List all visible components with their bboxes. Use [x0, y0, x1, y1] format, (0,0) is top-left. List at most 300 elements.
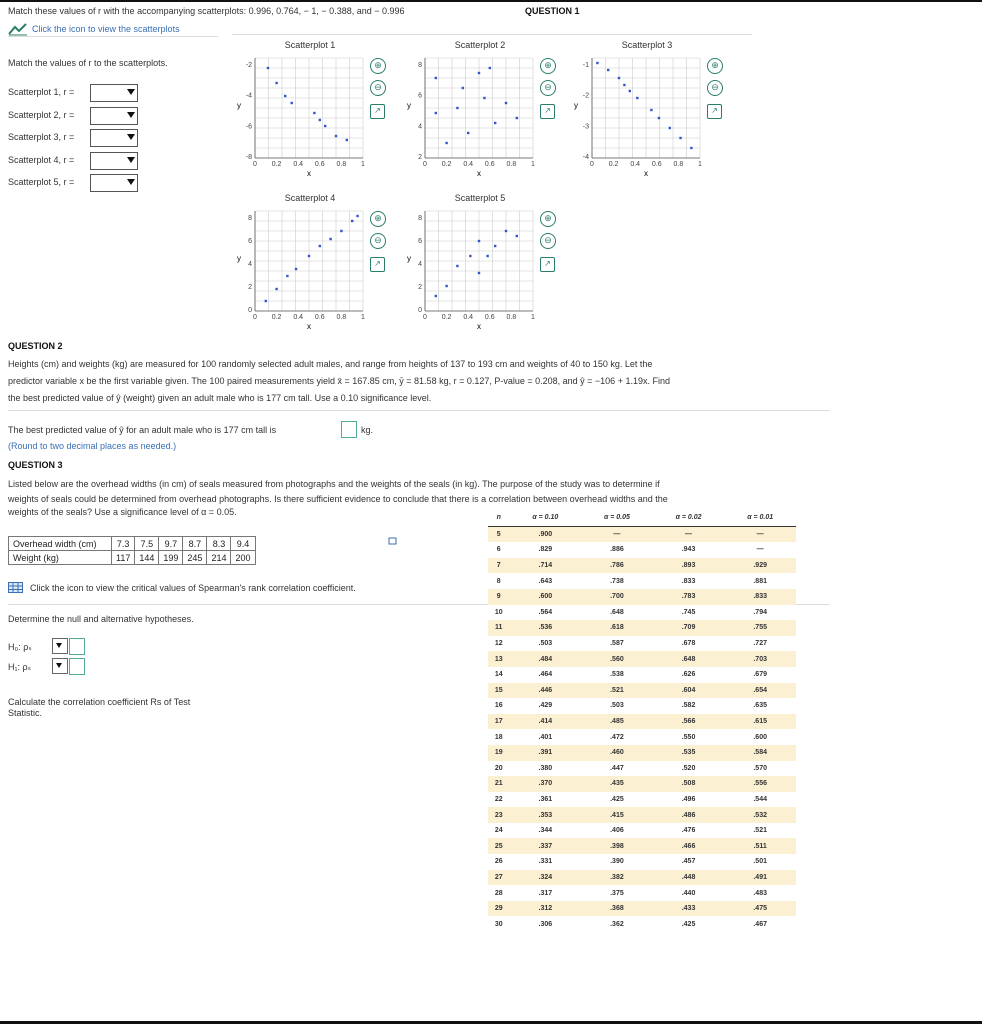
y-tick-label: 8: [418, 215, 422, 222]
x-tick-label: 0.6: [484, 161, 495, 168]
critical-value-cell: .727: [724, 636, 796, 652]
column-header: α = 0.10: [510, 510, 582, 526]
x-tick-label: 0.4: [293, 314, 304, 321]
critical-value-cell: .648: [653, 651, 725, 667]
scatter-point: [435, 112, 437, 114]
n-cell: 19: [488, 745, 510, 761]
popout-icon[interactable]: ↗: [540, 257, 555, 272]
x-axis-label: x: [307, 322, 311, 331]
y-tick-label: 4: [418, 261, 422, 268]
n-cell: 9: [488, 589, 510, 605]
critical-value-cell: .344: [510, 823, 582, 839]
table-row: [488, 776, 796, 792]
critical-value-cell: .783: [653, 589, 725, 605]
table-row: [488, 807, 796, 823]
x-tick-label: 0: [423, 161, 427, 168]
critical-value-cell: .472: [581, 729, 653, 745]
scatterplot-r-label: Scatterplot 1, r =: [8, 87, 75, 97]
critical-value-cell: .435: [581, 776, 653, 792]
q2-para1: Heights (cm) and weights (kg) are measured for 100 randomly selected adult males, and range from heights of 137 to 193 cm and weights of 40 to 150 kg. Let the: [8, 359, 653, 369]
q3-para2: weights of seals could be determined from overhead photographs. Is there sufficient evidence to conclude that there is a correlation between overhead widths and the: [8, 494, 668, 504]
x-tick-label: 0.6: [484, 314, 495, 321]
popout-icon[interactable]: ↗: [370, 257, 385, 272]
table-row: [488, 589, 796, 605]
critical-value-cell: .415: [581, 807, 653, 823]
table-row: [488, 636, 796, 652]
critical-value-cell: .587: [581, 636, 653, 652]
scatter-point: [308, 255, 310, 257]
table-cell: 199: [159, 551, 183, 565]
critical-value-cell: .679: [724, 667, 796, 683]
n-cell: 29: [488, 901, 510, 917]
q3-heading: QUESTION 3: [8, 460, 63, 470]
row-label: Weight (kg): [9, 551, 112, 565]
n-cell: 14: [488, 667, 510, 683]
critical-value-cell: .466: [653, 838, 725, 854]
zoom-in-icon[interactable]: ⊕: [540, 58, 556, 74]
n-cell: 10: [488, 605, 510, 621]
scatterplot-r-label: Scatterplot 4, r =: [8, 154, 75, 165]
x-axis-label: x: [307, 169, 311, 178]
table-cell: 7.5: [135, 537, 159, 551]
critical-value-cell: .460: [581, 745, 653, 761]
y-tick-label: -6: [245, 123, 252, 131]
top-border: [0, 0, 982, 2]
critical-value-cell: .943: [653, 542, 725, 558]
scatterplot-2: [405, 54, 535, 184]
q3-para1: Listed below are the overhead widths (in cm) of seals measured from photographs and the weights of the seals (in kg). The purpose of the study was to determine if: [8, 479, 660, 489]
table-row: [9, 537, 256, 551]
table-row: [488, 526, 796, 542]
y-tick-label: 4: [248, 261, 252, 268]
n-cell: 22: [488, 792, 510, 808]
critical-value-cell: .833: [724, 589, 796, 605]
critical-value-cell: .401: [510, 729, 582, 745]
spearman-critical-values-table: [488, 510, 796, 932]
critical-value-cell: .361: [510, 792, 582, 808]
table-row: [488, 745, 796, 761]
column-header: α = 0.01: [724, 510, 796, 526]
table-cell: 7.3: [112, 537, 135, 551]
table-row: [488, 698, 796, 714]
scatter-point: [267, 67, 269, 69]
panel-top-line: [232, 34, 752, 35]
critical-value-cell: .570: [724, 761, 796, 777]
q1-instruction: Match these values of r with the accompanying scatterplots: 0.996, 0.764, − 1, − 0.388, and − 0.996: [8, 6, 405, 16]
x-tick-label: 0.8: [336, 314, 347, 321]
n-cell: 16: [488, 698, 510, 714]
table-icon[interactable]: [8, 582, 24, 594]
scatterplot-title: Scatterplot 5: [454, 193, 506, 203]
critical-value-cell: .600: [724, 729, 796, 745]
zoom-in-icon[interactable]: ⊕: [370, 58, 386, 74]
critical-value-cell: .503: [510, 636, 582, 652]
popout-icon[interactable]: ↗: [540, 104, 555, 119]
table-cell: 9.7: [159, 537, 183, 551]
y-tick-label: 8: [248, 215, 252, 222]
n-cell: 6: [488, 542, 510, 558]
critical-value-cell: .398: [581, 838, 653, 854]
table-cell: 144: [135, 551, 159, 565]
h0-label: H₀: ρₛ: [8, 642, 32, 652]
x-tick-label: 0.8: [336, 161, 347, 168]
scatter-point: [319, 245, 321, 247]
critical-value-cell: .448: [653, 870, 725, 886]
q2-heading: QUESTION 2: [8, 341, 63, 351]
scatter-point: [346, 139, 348, 141]
x-tick-label: 0.2: [441, 314, 452, 321]
critical-value-cell: .618: [581, 620, 653, 636]
critical-value-cell: .390: [581, 854, 653, 870]
divider: [8, 36, 218, 37]
scatterplot-3: [572, 54, 702, 184]
critical-value-cell: .520: [653, 761, 725, 777]
h1-label: H₁: ρₛ: [8, 662, 32, 672]
critical-value-cell: .429: [510, 698, 582, 714]
x-tick-label: 0.6: [314, 161, 325, 168]
n-cell: 28: [488, 885, 510, 901]
scatter-point: [313, 112, 315, 114]
r-value-select-5[interactable]: [90, 174, 138, 192]
zoom-in-icon[interactable]: ⊕: [707, 58, 723, 74]
scatter-point: [291, 102, 293, 104]
critical-value-cell: .484: [510, 651, 582, 667]
h1-value-input[interactable]: [69, 658, 85, 675]
critical-value-cell: .794: [724, 605, 796, 621]
scatter-point: [456, 107, 458, 109]
y-tick-label: 6: [418, 238, 422, 245]
n-cell: 8: [488, 573, 510, 589]
critical-value-cell: .626: [653, 667, 725, 683]
scatterplot-r-label: Scatterplot 5, r =: [8, 177, 75, 187]
critical-value-cell: .556: [724, 776, 796, 792]
y-tick-label: -8: [245, 154, 252, 161]
scatter-point: [435, 295, 437, 297]
x-tick-label: 0.4: [293, 161, 304, 168]
scatter-point: [516, 235, 518, 237]
table-row: [488, 729, 796, 745]
critical-value-cell: .755: [724, 620, 796, 636]
critical-value-cell: .337: [510, 838, 582, 854]
table-row: [488, 870, 796, 886]
scatter-point: [340, 230, 342, 232]
zoom-in-icon[interactable]: ⊕: [370, 211, 386, 227]
calc-prompt-line2: Statistic.: [8, 708, 43, 718]
column-header: n: [488, 510, 510, 526]
y-tick-label: -4: [582, 154, 589, 161]
scatterplot-title: Scatterplot 1: [284, 40, 336, 50]
scatter-point: [650, 109, 652, 111]
dropdown-arrow-icon: [127, 179, 135, 185]
critical-value-cell: —: [581, 526, 653, 542]
y-tick-label: 6: [248, 238, 252, 245]
q2-para2: predictor variable x be the first variable given. The 100 paired measurements yield x̄ = 167.85 cm, ȳ = 81.58 kg, r = 0.127, P-value = 0.208, and ŷ = −106 + 1.19x. Find: [8, 376, 670, 386]
dropdown-arrow-icon: [127, 89, 135, 95]
scatter-point: [483, 97, 485, 99]
x-tick-label: 1: [698, 161, 702, 168]
table-row: [488, 542, 796, 558]
x-tick-label: 0.4: [630, 161, 641, 168]
x-tick-label: 1: [531, 161, 535, 168]
x-axis-label: x: [477, 169, 481, 178]
table-row: [9, 551, 256, 565]
x-tick-label: 1: [531, 314, 535, 321]
critical-value-cell: .560: [581, 651, 653, 667]
x-tick-label: 0: [590, 161, 594, 168]
n-cell: 11: [488, 620, 510, 636]
critical-value-cell: .433: [653, 901, 725, 917]
scatter-point: [478, 240, 480, 242]
zoom-out-icon[interactable]: ⊖: [540, 233, 556, 249]
critical-value-cell: .447: [581, 761, 653, 777]
y-tick-label: 6: [418, 92, 422, 100]
critical-value-cell: .380: [510, 761, 582, 777]
hypotheses-prompt: Determine the null and alternative hypotheses.: [8, 614, 194, 624]
scatter-point: [329, 238, 331, 240]
scatter-point: [356, 215, 358, 217]
table-cell: 117: [112, 551, 135, 565]
n-cell: 24: [488, 823, 510, 839]
table-row: [488, 558, 796, 574]
n-cell: 30: [488, 916, 510, 932]
scatter-point: [445, 285, 447, 287]
zoom-out-icon[interactable]: ⊖: [370, 80, 386, 96]
scatter-point: [607, 69, 609, 71]
scatter-point: [669, 127, 671, 129]
h0-operator-select[interactable]: [52, 638, 68, 654]
x-tick-label: 0.4: [463, 314, 474, 321]
critical-value-cell: .615: [724, 714, 796, 730]
scatter-point: [478, 272, 480, 274]
critical-value-cell: .501: [724, 854, 796, 870]
x-axis-label: x: [477, 322, 481, 331]
y-axis-label: y: [407, 254, 411, 263]
critical-value-cell: .306: [510, 916, 582, 932]
scatter-point: [489, 67, 491, 69]
table-header-row: [488, 510, 796, 526]
n-cell: 12: [488, 636, 510, 652]
critical-value-cell: .700: [581, 589, 653, 605]
critical-value-cell: .331: [510, 854, 582, 870]
scatter-point: [275, 82, 277, 84]
dropdown-arrow-icon: [127, 157, 135, 163]
scatter-point: [618, 77, 620, 79]
unit-label: kg.: [361, 425, 374, 435]
scatter-point: [456, 265, 458, 267]
critical-value-cell: .709: [653, 620, 725, 636]
x-tick-label: 0.8: [506, 161, 517, 168]
x-tick-label: 0: [253, 314, 257, 321]
divider: [8, 410, 830, 411]
critical-value-cell: .508: [653, 776, 725, 792]
critical-value-cell: .324: [510, 870, 582, 886]
x-axis-label: x: [644, 169, 648, 178]
copy-data-icon[interactable]: [388, 536, 398, 546]
table-row: [488, 667, 796, 683]
scatter-point: [324, 125, 326, 127]
critical-value-cell: .491: [724, 870, 796, 886]
popout-icon[interactable]: ↗: [707, 104, 722, 119]
critical-value-cell: .535: [653, 745, 725, 761]
x-tick-label: 0.2: [608, 161, 619, 168]
critical-value-cell: .503: [581, 698, 653, 714]
scatterplot-4: [235, 207, 365, 337]
scatter-point: [494, 245, 496, 247]
scatter-point: [295, 268, 297, 270]
scatterplot-title: Scatterplot 4: [284, 193, 336, 203]
y-tick-label: -3: [582, 123, 589, 131]
table-row: [488, 620, 796, 636]
popout-icon[interactable]: ↗: [370, 104, 385, 119]
zoom-out-icon[interactable]: ⊖: [707, 80, 723, 96]
y-axis-label: y: [407, 101, 411, 110]
critical-value-cell: .654: [724, 683, 796, 699]
critical-value-cell: .382: [581, 870, 653, 886]
scatter-point: [658, 117, 660, 119]
calc-prompt-line1: Calculate the correlation coefficient Rs of Test: [8, 697, 191, 707]
critical-value-cell: .457: [653, 854, 725, 870]
q2-answer-prompt: The best predicted value of ŷ for an adult male who is 177 cm tall is: [8, 425, 277, 435]
critical-value-cell: .584: [724, 745, 796, 761]
scatter-point: [690, 147, 692, 149]
scatterplot-r-label: Scatterplot 2, r =: [8, 109, 75, 120]
x-tick-label: 0: [253, 161, 257, 168]
critical-value-cell: .703: [724, 651, 796, 667]
scatterplot-1: [235, 54, 365, 184]
critical-value-cell: .550: [653, 729, 725, 745]
scatter-point: [286, 275, 288, 277]
y-tick-label: 0: [418, 307, 422, 314]
n-cell: 15: [488, 683, 510, 699]
n-cell: 27: [488, 870, 510, 886]
table-cell: 200: [231, 551, 255, 565]
dropdown-arrow-icon: [127, 134, 135, 140]
critical-value-cell: .604: [653, 683, 725, 699]
critical-value-cell: .511: [724, 838, 796, 854]
table-row: [488, 761, 796, 777]
zoom-out-icon[interactable]: ⊖: [540, 80, 556, 96]
r-value-select-4[interactable]: [90, 152, 138, 170]
n-cell: 25: [488, 838, 510, 854]
critical-value-cell: —: [653, 526, 725, 542]
q1-heading: QUESTION 1: [525, 6, 580, 16]
critical-value-cell: .486: [653, 807, 725, 823]
critical-value-cell: .476: [653, 823, 725, 839]
critical-value-cell: .566: [653, 714, 725, 730]
critical-value-cell: .635: [724, 698, 796, 714]
n-cell: 26: [488, 854, 510, 870]
critical-value-cell: .532: [724, 807, 796, 823]
table-cell: 8.3: [207, 537, 231, 551]
zoom-out-icon[interactable]: ⊖: [370, 233, 386, 249]
x-tick-label: 0.8: [673, 161, 684, 168]
scatter-point: [265, 300, 267, 302]
n-cell: 5: [488, 526, 510, 542]
scatter-point: [445, 142, 447, 144]
r-value-select-3[interactable]: [90, 129, 138, 147]
y-tick-label: -2: [582, 92, 589, 100]
chart-icon[interactable]: [8, 22, 28, 36]
critical-value-cell: .440: [653, 885, 725, 901]
n-cell: 18: [488, 729, 510, 745]
y-axis-label: y: [237, 101, 241, 110]
scatter-point: [319, 119, 321, 121]
critical-value-cell: .362: [581, 916, 653, 932]
y-tick-label: 4: [418, 123, 422, 131]
predicted-weight-input[interactable]: [341, 421, 357, 438]
match-prompt: Match the values of r to the scatterplots.: [8, 58, 168, 68]
scatter-point: [469, 255, 471, 257]
scatterplot-title: Scatterplot 3: [621, 40, 673, 50]
critical-value-cell: .521: [581, 683, 653, 699]
x-tick-label: 0.4: [463, 161, 474, 168]
critical-value-cell: .544: [724, 792, 796, 808]
y-tick-label: 8: [418, 62, 422, 69]
scatter-point: [351, 220, 353, 222]
critical-value-cell: .521: [724, 823, 796, 839]
critical-value-cell: .786: [581, 558, 653, 574]
critical-value-cell: .538: [581, 667, 653, 683]
table-row: [488, 651, 796, 667]
y-tick-label: 0: [248, 307, 252, 314]
zoom-in-icon[interactable]: ⊕: [540, 211, 556, 227]
critical-value-cell: .312: [510, 901, 582, 917]
n-cell: 21: [488, 776, 510, 792]
critical-value-cell: .648: [581, 605, 653, 621]
critical-value-cell: .536: [510, 620, 582, 636]
critical-value-cell: .446: [510, 683, 582, 699]
table-row: [488, 823, 796, 839]
critical-value-cell: .881: [724, 573, 796, 589]
h0-value-input[interactable]: [69, 638, 85, 655]
scatter-point: [335, 135, 337, 137]
r-value-select-2[interactable]: [90, 107, 138, 125]
critical-value-cell: .582: [653, 698, 725, 714]
x-tick-label: 0.2: [441, 161, 452, 168]
q3-para3: weights of the seals? Use a significance level of α = 0.05.: [8, 507, 237, 517]
y-tick-label: 2: [418, 154, 422, 161]
scatter-point: [505, 230, 507, 232]
table-row: [488, 885, 796, 901]
scatter-point: [486, 255, 488, 257]
n-cell: 20: [488, 761, 510, 777]
y-tick-label: 2: [248, 284, 252, 291]
h1-operator-select[interactable]: [52, 658, 68, 674]
scatterplot-5: [405, 207, 535, 337]
critical-value-cell: .738: [581, 573, 653, 589]
column-header: α = 0.02: [653, 510, 725, 526]
table-cell: 214: [207, 551, 231, 565]
row-label: Overhead width (cm): [9, 537, 112, 551]
critical-value-cell: —: [724, 526, 796, 542]
critical-value-cell: .475: [724, 901, 796, 917]
scatterplots-link[interactable]: Click the icon to view the scatterplots: [32, 24, 180, 34]
q2-para3: the best predicted value of ŷ (weight) given an adult male who is 177 cm tall. Use a 0.10 significance level.: [8, 393, 432, 403]
seal-data-table: [8, 536, 256, 565]
table-row: [488, 714, 796, 730]
critical-value-cell: .464: [510, 667, 582, 683]
table-row: [488, 901, 796, 917]
critical-value-cell: .745: [653, 605, 725, 621]
critical-value-cell: .425: [653, 916, 725, 932]
critical-values-link[interactable]: Click the icon to view the critical values of Spearman's rank correlation coefficient.: [30, 583, 356, 593]
scatter-point: [629, 90, 631, 92]
r-value-select-1[interactable]: [90, 84, 138, 102]
critical-value-cell: —: [724, 542, 796, 558]
table-row: [488, 605, 796, 621]
critical-value-cell: .886: [581, 542, 653, 558]
scatter-point: [623, 84, 625, 86]
